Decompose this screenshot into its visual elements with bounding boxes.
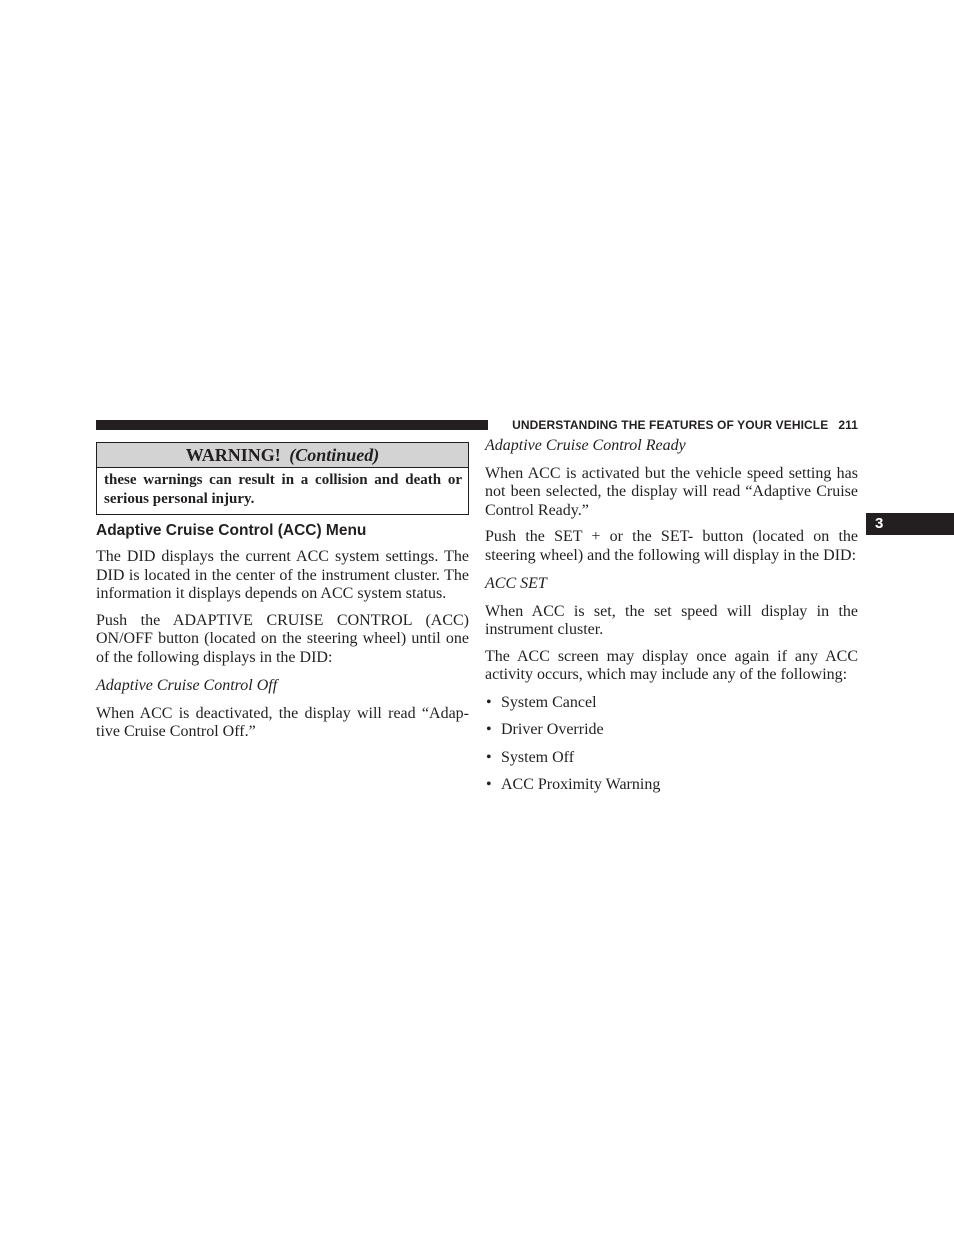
paragraph-push-acc-button: Push the ADAPTIVE CRUISE CONTROL (ACC) ON/OFF button (located on the steering wheel) until one of the following displays in the DID: bbox=[96, 611, 469, 666]
section-heading: Adaptive Cruise Control (ACC) Menu bbox=[96, 522, 367, 539]
list-item: • ACC Proximity Warning bbox=[486, 776, 661, 793]
warning-title: WARNING! bbox=[185, 445, 281, 465]
header-rule-bar bbox=[96, 420, 488, 430]
bullet-glyph: • bbox=[486, 693, 492, 711]
paragraph-push-set: Push the SET + or the SET- button (located on the steering wheel) and the following will display in the DID: bbox=[485, 528, 858, 564]
status-bullet-list bbox=[485, 694, 858, 795]
running-header bbox=[499, 418, 858, 432]
paragraph-did-description: The DID displays the current ACC system settings. The DID is located in the center of the instrument cluster. The information it displays depends on ACC system status. bbox=[96, 548, 469, 602]
chapter-tab-label: 3 bbox=[875, 515, 884, 532]
list-item: • System Off bbox=[486, 748, 575, 766]
paragraph-acc-deactivated: When ACC is deactivated, the display will read “Adap-tive Cruise Control Off.” bbox=[96, 704, 469, 740]
paragraph-acc-activated: When ACC is activated but the vehicle speed setting has not been selected, the display will read “Adaptive Cruise Control Ready.” bbox=[485, 464, 858, 519]
subheading-acc-off: Adaptive Cruise Control Off bbox=[96, 677, 278, 694]
page-number: 211 bbox=[838, 418, 858, 432]
warning-title-bar bbox=[97, 443, 468, 468]
paragraph-acc-screen: The ACC screen may display once again if any ACC activity occurs, which may include any of the following: bbox=[485, 647, 858, 683]
bullet-glyph: • bbox=[486, 776, 492, 793]
chapter-tab bbox=[866, 513, 954, 535]
warning-body: these warnings can result in a collision and death or serious personal injury. bbox=[104, 472, 462, 507]
paragraph-acc-set: When ACC is set, the set speed will display in the instrument cluster. bbox=[485, 602, 858, 638]
bullet-glyph: • bbox=[486, 748, 492, 766]
right-column bbox=[485, 437, 858, 795]
warning-box bbox=[96, 442, 469, 515]
warning-continued: (Continued) bbox=[289, 445, 380, 465]
left-column bbox=[96, 442, 469, 742]
list-item: • System Cancel bbox=[486, 693, 597, 711]
bullet-glyph: • bbox=[486, 721, 492, 738]
subheading-acc-set: ACC SET bbox=[485, 575, 547, 592]
subheading-acc-ready: Adaptive Cruise Control Ready bbox=[485, 437, 686, 454]
list-item: • Driver Override bbox=[486, 721, 604, 738]
running-title: UNDERSTANDING THE FEATURES OF YOUR VEHICLE bbox=[512, 418, 829, 432]
